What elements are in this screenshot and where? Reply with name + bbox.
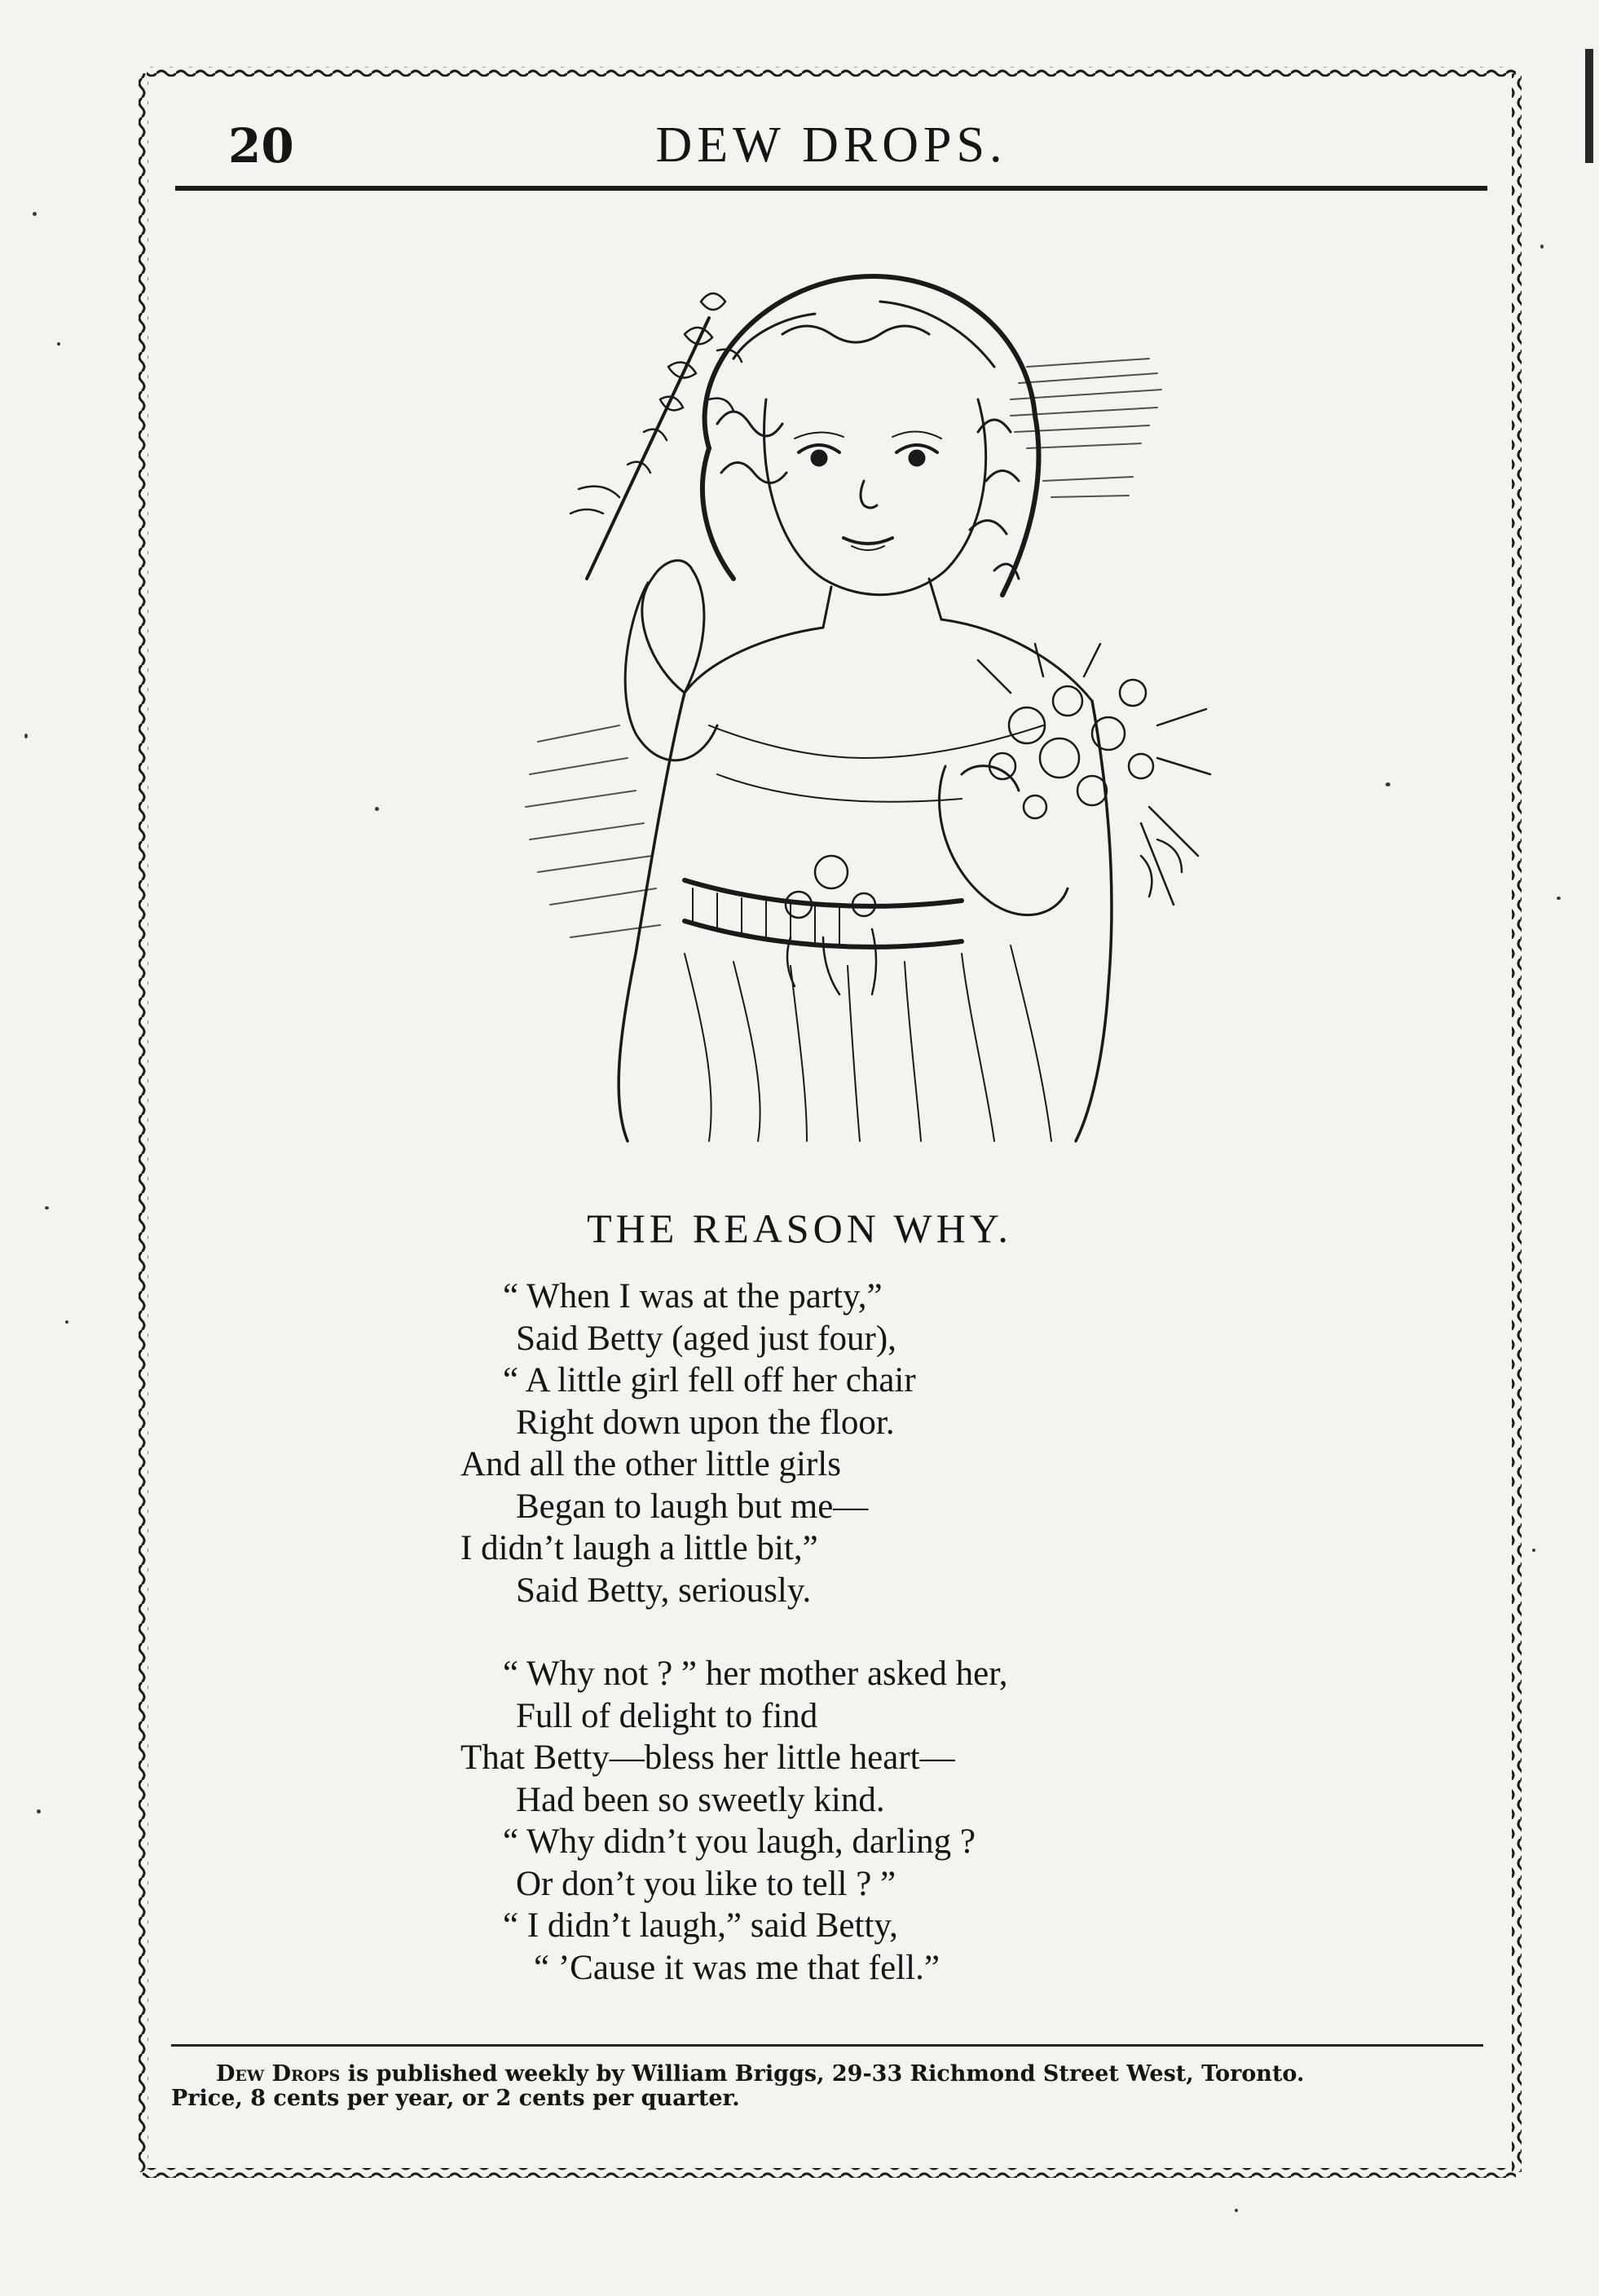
poem-body bbox=[460, 1276, 1275, 1989]
poem-line: I didn’t laugh a little bit,” bbox=[460, 1529, 818, 1567]
header-rule bbox=[175, 186, 1487, 191]
stanza-break bbox=[460, 1611, 1275, 1653]
page-number: 20 bbox=[228, 118, 294, 174]
poem-line: “ I didn’t laugh,” said Betty, bbox=[503, 1906, 898, 1945]
poem-line: That Betty—bless her little heart— bbox=[460, 1739, 955, 1777]
imprint-price: Price, 8 cents per year, or 2 cents per quarter. bbox=[171, 2086, 740, 2111]
girl-with-flowers-engraving-icon bbox=[440, 236, 1222, 1149]
poem-line: Began to laugh but me— bbox=[516, 1487, 869, 1526]
publication-name: Dew Drops bbox=[216, 2061, 341, 2087]
poem-line: Said Betty, seriously. bbox=[516, 1571, 812, 1610]
poem-title: THE REASON WHY. bbox=[587, 1205, 1012, 1251]
poem-line: “ ’Cause it was me that fell.” bbox=[534, 1948, 940, 1987]
publisher-imprint bbox=[171, 2062, 1491, 2111]
poem-line: Or don’t you like to tell ? ” bbox=[516, 1864, 896, 1903]
page-header bbox=[171, 94, 1491, 183]
imprint-text: is published weekly by William Briggs, 29-33 Richmond Street West, Toronto. bbox=[340, 2061, 1305, 2087]
poem-line: Right down upon the floor. bbox=[516, 1403, 895, 1442]
footer-rule bbox=[171, 2044, 1483, 2047]
poem-line: And all the other little girls bbox=[460, 1445, 841, 1483]
poem-line: Full of delight to find bbox=[516, 1696, 818, 1735]
poem-line: Had been so sweetly kind. bbox=[516, 1780, 885, 1819]
poem-line: “ A little girl fell off her chair bbox=[503, 1361, 916, 1399]
poem-line: “ Why not ? ” her mother asked her, bbox=[503, 1655, 1008, 1693]
poem-line: “ When I was at the party,” bbox=[503, 1277, 883, 1315]
poem-line: Said Betty (aged just four), bbox=[516, 1319, 896, 1358]
poem-line: “ Why didn’t you laugh, darling ? bbox=[503, 1822, 976, 1861]
page-title: DEW DROPS. bbox=[655, 117, 1007, 173]
imprint-line-1 bbox=[171, 2062, 1491, 2087]
